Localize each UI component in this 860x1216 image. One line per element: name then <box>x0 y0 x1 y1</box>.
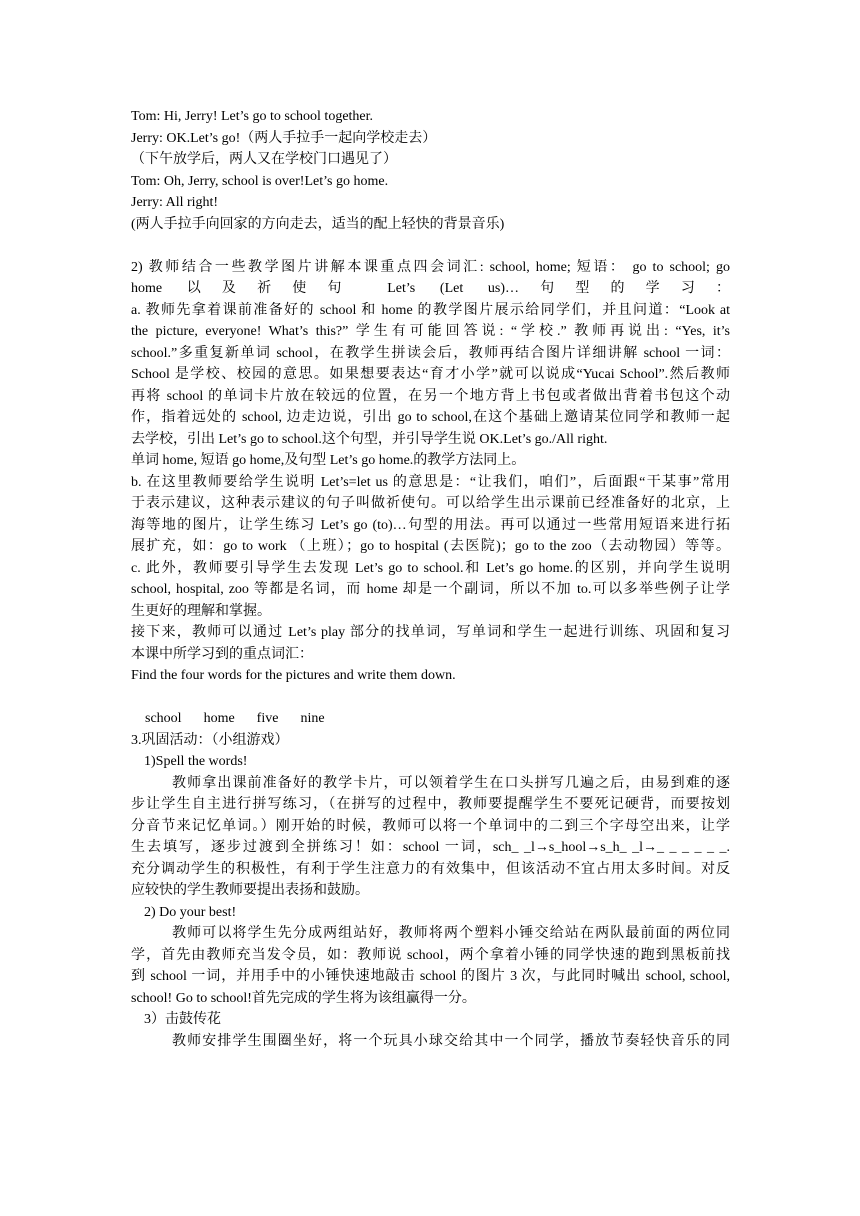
text-line: 教师安排学生围圈坐好，将一个玩具小球交给其中一个同学，播放节奏轻快音乐的同 <box>172 1033 730 1049</box>
text-line: a. 教师先拿着课前准备好的 school 和 home 的教学图片展示给同学们，并且问道：“Look at <box>131 302 730 318</box>
dialogue-line: (两人手拉手向回家的方向走去，适当的配上轻快的背景音乐) <box>131 216 505 232</box>
text-line: Find the four words for the pictures and write them down. <box>131 668 456 683</box>
text-line: c. 此外，教师要引导学生去发现 Let’s go to school.和 Let’s go home.的区别，并向学生说明 <box>131 560 730 576</box>
text-line: the picture, everyone! What’s this?” 学生有可能回答说: “学校.” 教师再说出: “Yes, it’s <box>131 324 730 339</box>
text-line: 2) 教师结合一些教学图片讲解本课重点四会词汇: school, home; 短语： go to school; go <box>131 259 730 275</box>
text-line: 再将 school 的单词卡片放在较远的位置，在另一个地方背上书包或者做出背着书包这个动 <box>131 388 730 404</box>
text-line: 生去填写，逐步过渡到全拼练习！如：school 一词，sch_ _l→s_hool→s_h_ _l→_ _ _ _ _ _. <box>131 840 730 855</box>
activity-3-body <box>131 1031 730 1053</box>
text-line: school! Go to school!首先完成的学生将为该组赢得一分。 <box>131 990 476 1006</box>
word-item: five <box>256 711 279 726</box>
activity-2-body <box>131 923 730 1009</box>
blank-line <box>131 235 730 257</box>
activity-1-title: 1)Spell the words! <box>144 754 248 769</box>
text-line: school, hospital, zoo 等都是名词，而 home 却是一个副词，所以不加 to.可以多举些例子让学 <box>131 582 730 597</box>
word-item: school <box>145 711 182 726</box>
word-item: nine <box>300 711 325 726</box>
dialogue-block <box>131 106 730 235</box>
text-line: b. 在这里教师要给学生说明 Let’s=let us 的意思是：“让我们，咱们”，后面跟“干某事”常用 <box>131 474 730 490</box>
blank-line <box>131 687 730 709</box>
text-line: 展扩充，如：go to work （上班）；go to hospital (去医院)；go to the zoo（去动物园）等等。 <box>131 539 730 554</box>
text-line: 单词 home, 短语 go home,及句型 Let’s go home.的教学方法同上。 <box>131 453 526 468</box>
text-line: 充分调动学生的积极性，有利于学生注意力的有效集中，但该活动不宜占用太多时间。对反 <box>131 861 730 877</box>
text-line: 教师拿出课前准备好的教学卡片，可以领着学生在口头拼写几遍之后，由易到难的逐 <box>172 775 730 791</box>
text-line: 分音节来记忆单词。）刚开始的时候，教师可以将一个单词中的二到三个字母空出来，让学 <box>131 818 730 834</box>
text-line: 生更好的理解和掌握。 <box>131 603 271 619</box>
word-item: home <box>203 711 235 726</box>
document-page <box>131 106 730 1052</box>
text-line: school.”多重复新单词 school，在教学生拼读会后，教师再结合图片详细讲解 school 一词： <box>131 345 730 361</box>
text-line: 教师可以将学生先分成两组站好，教师将两个塑料小锤交给站在两队最前面的两位同 <box>172 926 730 941</box>
text-line: 学，首先由教师充当发令员，如：教师说 school，两个拿着小锤的同学快速的跑到黑板前找 <box>131 947 730 963</box>
word-list <box>131 708 730 730</box>
text-line: 作，指着远处的 school, 边走边说，引出 go to school,在这个基础上邀请某位同学和教师一起 <box>131 410 730 425</box>
section-2 <box>131 257 730 687</box>
dialogue-line: Tom: Oh, Jerry, school is over!Let’s go home. <box>131 173 389 189</box>
dialogue-line: Jerry: OK.Let’s go!（两人手拉手一起向学校走去） <box>131 130 437 146</box>
text-line: 于表示建议，这种表示建议的句子叫做祈使句。可以给学生出示课前已经准备好的北京，上 <box>131 496 730 511</box>
text-line: School 是学校、校园的意思。如果想要表达“育才小学”就可以说成“Yucai School”.然后教师 <box>131 367 730 382</box>
activity-1-body <box>131 773 730 902</box>
dialogue-line: Jerry: All right! <box>131 195 219 210</box>
text-line: 本课中所学习到的重点词汇： <box>131 646 313 662</box>
text-line: 去学校，引出 Let’s go to school.这个句型，并引导学生说 OK.Let’s go./All right. <box>131 431 608 447</box>
activity-3-title: 3）击鼓传花 <box>144 1012 221 1027</box>
dialogue-line: Tom: Hi, Jerry! Let’s go to school together. <box>131 109 374 124</box>
text-line: 海等地的图片，让学生练习 Let’s go (to)…句型的用法。再可以通过一些常用短语来进行拓 <box>131 517 730 533</box>
activity-2-title: 2) Do your best! <box>144 904 237 920</box>
section-3-title: 3.巩固活动：（小组游戏） <box>131 732 289 748</box>
text-line: home 以及祈使句 Let’s (Let us)…句型的学习： <box>131 281 730 296</box>
text-line: 步让学生自主进行拼写练习，（在拼写的过程中，教师要提醒学生不要死记硬背，而要按划 <box>131 797 730 812</box>
text-line: 到 school 一词，并用手中的小锤快速地敲击 school 的图片 3 次，与此同时喊出 school, school, <box>131 969 730 984</box>
text-line: 接下来，教师可以通过 Let’s play 部分的找单词，写单词和学生一起进行训练、巩固和复习 <box>131 625 730 640</box>
dialogue-line: （下午放学后，两人又在学校门口遇见了） <box>131 152 397 167</box>
text-line: 应较快的学生教师要提出表扬和鼓励。 <box>131 883 369 898</box>
